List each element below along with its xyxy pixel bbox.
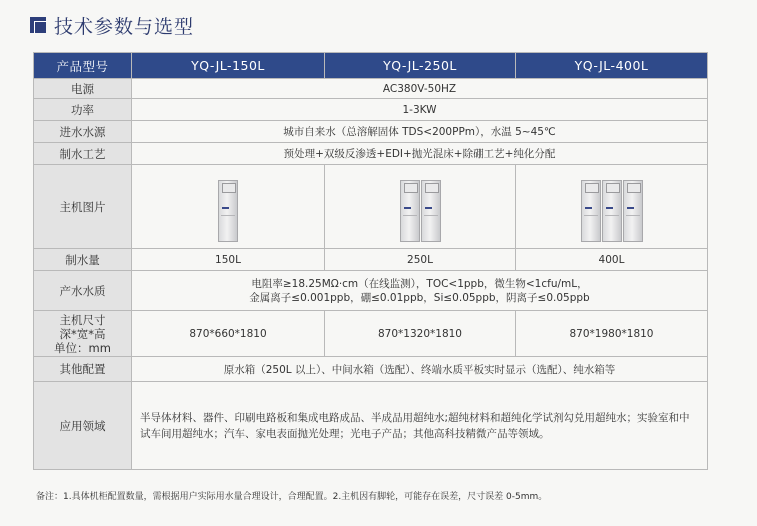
row-label: 产水水质 [34, 271, 132, 311]
machine-unit [623, 180, 643, 242]
machine-unit [400, 180, 420, 242]
machine-unit [218, 180, 238, 242]
size-150l: 870*660*1810 [132, 311, 325, 357]
size-label-line-1: 主机尺寸 [59, 312, 106, 327]
output-150l: 150L [132, 249, 325, 271]
table-row-quality [34, 271, 708, 311]
size-label-line-2: 深*宽*高 [59, 326, 106, 341]
machine-image-400l [516, 165, 708, 249]
row-value: 1-3KW [132, 99, 708, 121]
header-model-label: 产品型号 [34, 53, 132, 79]
application-value: 半导体材料、器件、印刷电路板和集成电路成品、半成品用超纯水;超纯材料和超纯化学试剂勾兑用超纯水；实验室和中试车间用超纯水；汽车、家电表面抛光处理；光电子产品；其他高科技精微产品等领域。 [132, 382, 708, 470]
row-label: 电源 [34, 79, 132, 99]
table-row-image [34, 165, 708, 249]
machine-image-150l [132, 165, 325, 249]
quality-line-2: 金属离子≤0.001ppb，硼≤0.01ppb，Si≤0.05ppb，阴离子≤0.05ppb [249, 291, 590, 304]
section-header [30, 12, 194, 38]
machine-unit [421, 180, 441, 242]
row-value: AC380V-50HZ [132, 79, 708, 99]
row-label: 制水量 [34, 249, 132, 271]
row-value: 原水箱（250L 以上）、中间水箱（选配）、终端水质平板实时显示（选配）、纯水箱等 [132, 357, 708, 382]
header-model-150l: YQ-JL-150L [132, 53, 325, 79]
table-row-inlet [34, 121, 708, 143]
table-row-size [34, 311, 708, 357]
size-400l: 870*1980*1810 [516, 311, 708, 357]
output-250l: 250L [325, 249, 516, 271]
table-row-other [34, 357, 708, 382]
row-value: 预处理+双级反渗透+EDI+抛光混床+除硼工艺+纯化分配 [132, 143, 708, 165]
table-row-application [34, 382, 708, 470]
output-400l: 400L [516, 249, 708, 271]
row-label: 主机图片 [34, 165, 132, 249]
table-row-power [34, 99, 708, 121]
header-model-250l: YQ-JL-250L [325, 53, 516, 79]
page-title: 技术参数与选型 [54, 15, 195, 38]
row-label: 其他配置 [34, 357, 132, 382]
square-bullet-icon [30, 17, 46, 33]
row-label: 制水工艺 [34, 143, 132, 165]
size-250l: 870*1320*1810 [325, 311, 516, 357]
machine-image-250l [325, 165, 516, 249]
spec-table [33, 52, 708, 470]
row-label: 应用领域 [34, 382, 132, 470]
table-row-output [34, 249, 708, 271]
table-row-power-source [34, 79, 708, 99]
row-value: 城市自来水（总溶解固体 TDS<200PPm），水温 5~45℃ [132, 121, 708, 143]
machine-unit [602, 180, 622, 242]
quality-line-1: 电阻率≥18.25MΩ·cm（在线监测），TOC<1ppb，微生物<1cfu/mL， [251, 277, 588, 290]
quality-value [132, 271, 708, 311]
table-row-process [34, 143, 708, 165]
size-label [34, 311, 132, 357]
footnote: 备注：1.具体机柜配置数量，需根据用户实际用水量合理设计，合理配置。2.主机因有脚轮，可能存在误差，尺寸误差 0-5mm。 [36, 492, 548, 502]
row-label: 功率 [34, 99, 132, 121]
table-header-row [34, 53, 708, 79]
machine-unit [581, 180, 601, 242]
size-label-line-3: 单位：mm [54, 340, 111, 355]
row-label: 进水水源 [34, 121, 132, 143]
header-model-400l: YQ-JL-400L [516, 53, 708, 79]
